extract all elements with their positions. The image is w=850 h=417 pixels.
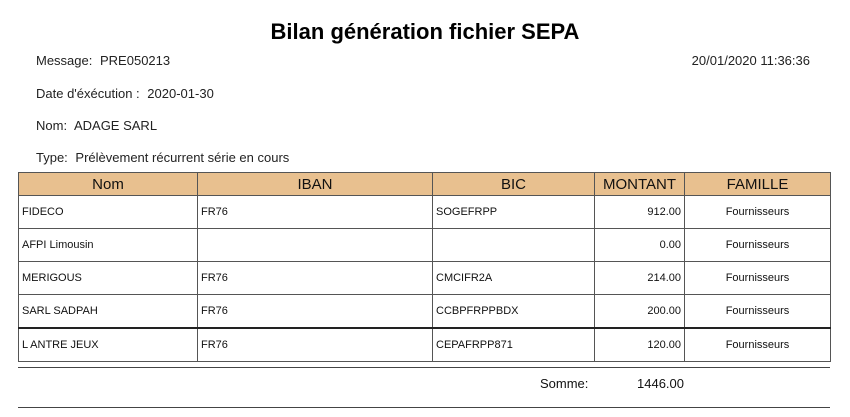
name-line: [36, 118, 157, 133]
message-label: Message:: [36, 53, 93, 68]
column-header-famille: FAMILLE: [685, 173, 831, 196]
message-value: PRE050213: [100, 53, 171, 68]
cell-montant: 214.00: [595, 262, 685, 295]
cell-nom: SARL SADPAH: [19, 295, 198, 329]
table-row: [19, 229, 831, 262]
cell-famille: Fournisseurs: [685, 295, 831, 329]
cell-nom: AFPI Limousin: [19, 229, 198, 262]
cell-famille: Fournisseurs: [685, 328, 831, 362]
name-value: ADAGE SARL: [73, 118, 158, 133]
table-row: [19, 328, 831, 362]
divider: [18, 407, 830, 408]
cell-montant: 120.00: [595, 328, 685, 362]
cell-nom: MERIGOUS: [19, 262, 198, 295]
message-line: [36, 53, 170, 68]
execution-date-label: Date d'éxécution :: [36, 86, 140, 101]
execution-date-value: 2020-01-30: [147, 86, 214, 101]
report-timestamp: 20/01/2020 11:36:36: [691, 53, 810, 68]
cell-bic: CEPAFRPP871: [433, 328, 595, 362]
cell-bic: SOGEFRPP: [433, 196, 595, 229]
table-row: [19, 295, 831, 329]
cell-iban: FR76: [198, 196, 433, 229]
table-row: [19, 196, 831, 229]
type-label: Type:: [36, 150, 68, 165]
cell-iban: FR76: [198, 328, 433, 362]
cell-famille: Fournisseurs: [685, 262, 831, 295]
table-row: [19, 262, 831, 295]
report-title: Bilan génération fichier SEPA: [270, 19, 580, 44]
cell-montant: 912.00: [595, 196, 685, 229]
column-header-montant: MONTANT: [595, 173, 685, 196]
cell-iban: [198, 229, 433, 262]
cell-iban: FR76: [198, 262, 433, 295]
type-line: [36, 150, 289, 165]
cell-montant: 200.00: [595, 295, 685, 329]
cell-famille: Fournisseurs: [685, 229, 831, 262]
cell-bic: [433, 229, 595, 262]
execution-date-line: [36, 86, 214, 101]
type-value: Prélèvement récurrent série en cours: [75, 150, 290, 165]
table-header-row: [19, 173, 831, 196]
column-header-bic: BIC: [433, 173, 595, 196]
cell-bic: CMCIFR2A: [433, 262, 595, 295]
divider: [18, 367, 830, 368]
cell-bic: CCBPFRPPBDX: [433, 295, 595, 329]
column-header-nom: Nom: [19, 173, 198, 196]
cell-famille: Fournisseurs: [685, 196, 831, 229]
cell-montant: 0.00: [595, 229, 685, 262]
name-label: Nom:: [36, 118, 68, 133]
cell-nom: FIDECO: [19, 196, 198, 229]
column-header-iban: IBAN: [198, 173, 433, 196]
total-value: 1446.00: [637, 376, 684, 391]
cell-nom: L ANTRE JEUX: [19, 328, 198, 362]
sepa-table: [18, 172, 831, 362]
cell-iban: FR76: [198, 295, 433, 329]
total-label: Somme:: [540, 376, 589, 391]
